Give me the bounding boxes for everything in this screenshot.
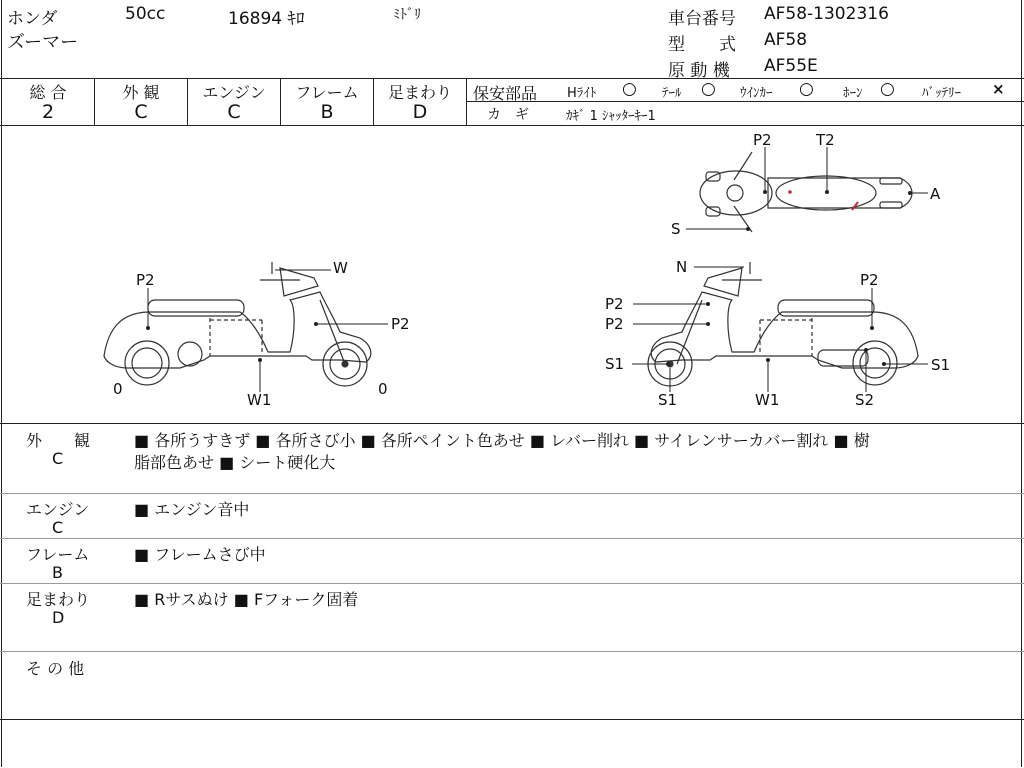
- frame-no-label: 車台番号: [668, 9, 736, 29]
- notes-engine-grade: C: [52, 518, 64, 537]
- mileage: 16894 ｷﾛ: [228, 9, 305, 29]
- label-top-p2: P2: [753, 131, 772, 149]
- type-label: 型 式: [668, 35, 736, 55]
- scooter-diagram: [0, 125, 1024, 425]
- divider: [0, 538, 1024, 539]
- engine-label: 原 動 機: [668, 61, 730, 81]
- label-left-p2-top: P2: [136, 271, 155, 289]
- grade-frame-value: B: [320, 101, 334, 123]
- grade-exterior-label: 外 観: [122, 83, 160, 102]
- label-left-zero-right: 0: [378, 380, 388, 398]
- label-top-t2: T2: [816, 131, 835, 149]
- safety-tail-label: ﾃｰﾙ: [662, 86, 682, 101]
- displacement: 50cc: [125, 4, 166, 24]
- divider: [0, 583, 1024, 584]
- label-left-p2-right: P2: [391, 315, 410, 333]
- keys-value: ｶｷﾞ 1 ｼｬｯﾀｰｷｰ1: [566, 109, 656, 124]
- safety-winker-mark: ○: [799, 79, 814, 99]
- grade-suspension-label: 足まわり: [387, 83, 452, 102]
- notes-exterior-label: 外 観: [26, 431, 91, 450]
- divider: [0, 78, 1024, 79]
- engine-value: AF55E: [764, 56, 818, 76]
- label-left-w: W: [333, 259, 348, 277]
- safety-horn-mark: ○: [880, 79, 895, 99]
- label-top-a: A: [930, 185, 941, 203]
- notes-other-label: そ の 他: [26, 659, 85, 678]
- safety-headlight-mark: ○: [622, 79, 637, 99]
- maker: ホンダ: [7, 9, 58, 29]
- safety-battery-mark: ×: [992, 80, 1005, 98]
- diagram-leaders: [148, 147, 928, 392]
- color: ﾐﾄﾞﾘ: [393, 7, 421, 23]
- grade-suspension-value: D: [412, 101, 428, 123]
- notes-frame-line1: ■ フレームさび中: [134, 545, 266, 564]
- notes-exterior-line1: ■ 各所うすきず ■ 各所さび小 ■ 各所ペイント色あせ ■ レバー削れ ■ サイレンサーカバー割れ ■ 樹: [134, 431, 870, 450]
- notes-suspension-grade: D: [52, 608, 65, 627]
- grade-frame-label: フレーム: [295, 83, 359, 102]
- notes-frame-label: フレーム: [26, 545, 90, 564]
- notes-engine-label: エンジン: [26, 500, 90, 519]
- notes-exterior-line2: 脂部色あせ ■ シート硬化大: [134, 453, 336, 472]
- label-right-p2-b: P2: [605, 315, 624, 333]
- label-right-s1-right: S1: [931, 356, 951, 374]
- label-right-s1-left: S1: [605, 355, 625, 373]
- divider: [466, 101, 1024, 102]
- label-right-n: N: [676, 258, 688, 276]
- grade-overall-label: 総 合: [29, 83, 67, 102]
- keys-label: カ ギ: [487, 107, 529, 123]
- grade-engine-value: C: [227, 101, 241, 123]
- grade-overall-value: 2: [41, 101, 55, 123]
- type-value: AF58: [764, 30, 808, 50]
- label-left-w1: W1: [247, 391, 272, 409]
- safety-title: 保安部品: [473, 84, 538, 103]
- frame-no: AF58-1302316: [764, 4, 889, 24]
- safety-horn-label: ﾎｰﾝ: [843, 86, 863, 101]
- notes-frame-grade: B: [52, 563, 63, 582]
- label-top-s: S: [671, 220, 681, 238]
- scooter-top-view: [700, 152, 912, 232]
- label-left-zero-left: 0: [113, 380, 123, 398]
- divider: [0, 493, 1024, 494]
- safety-tail-mark: ○: [701, 79, 716, 99]
- grade-engine-label: エンジン: [202, 83, 266, 102]
- safety-headlight-label: Hﾗｲﾄ: [567, 86, 597, 101]
- label-right-w1: W1: [755, 391, 780, 409]
- notes-engine-line1: ■ エンジン音中: [134, 500, 250, 519]
- grade-exterior-value: C: [134, 101, 148, 123]
- notes-exterior-grade: C: [52, 449, 64, 468]
- safety-winker-label: ｳｲﾝｶｰ: [740, 86, 773, 101]
- label-right-p2-a: P2: [605, 295, 624, 313]
- model-name: ズーマー: [7, 32, 79, 53]
- notes-suspension-line1: ■ Rサスぬけ ■ Fフォーク固着: [134, 590, 359, 609]
- label-right-s2: S2: [855, 391, 875, 409]
- safety-battery-label: ﾊﾞｯﾃﾘｰ: [922, 86, 961, 101]
- divider: [0, 719, 1024, 720]
- notes-suspension-label: 足まわり: [26, 590, 91, 609]
- label-right-p2-right: P2: [860, 271, 879, 289]
- label-right-s1-bottom: S1: [658, 391, 678, 409]
- divider: [0, 651, 1024, 652]
